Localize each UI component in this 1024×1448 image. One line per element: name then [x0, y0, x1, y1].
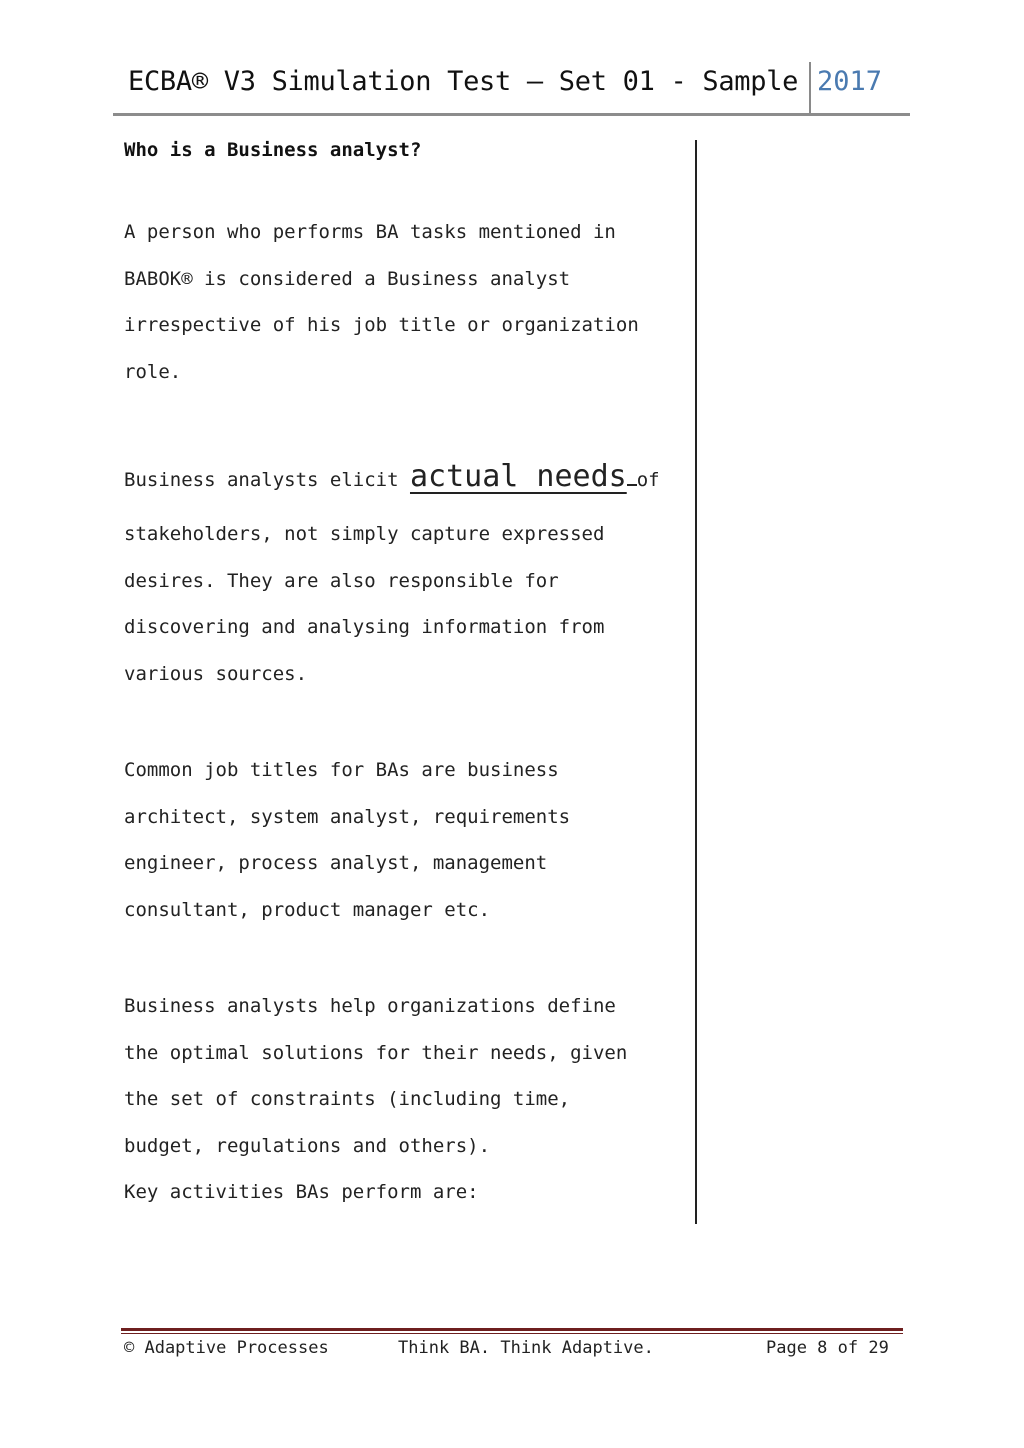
footer-page-number: Page 8 of 29: [766, 1338, 889, 1358]
paragraph-elicit: [124, 511, 604, 698]
header-rule: [113, 113, 910, 116]
text-line: discovering and analysing information from: [124, 616, 605, 639]
footer-rule-thin: [121, 1333, 903, 1334]
column-divider: [695, 140, 697, 1224]
text-run: of: [636, 469, 660, 491]
header-separator: [809, 62, 811, 116]
text-line: irrespective of his job title or organization: [124, 314, 639, 337]
text-run: Business analysts elicit: [124, 469, 410, 491]
footer-tagline: Think BA. Think Adaptive.: [398, 1338, 654, 1358]
text-line: BABOK® is considered a Business analyst: [124, 267, 571, 290]
paragraph-job-titles: [124, 747, 570, 934]
footer-rule: [121, 1328, 903, 1331]
paragraph-elicit-first-line: [124, 452, 660, 505]
text-line: budget, regulations and others).: [124, 1135, 491, 1158]
text-line: consultant, product manager etc.: [124, 899, 491, 922]
text-line: various sources.: [124, 663, 308, 686]
paragraph-solutions: [124, 983, 627, 1170]
text-line: engineer, process analyst, management: [124, 852, 548, 875]
emphasized-text: actual needs: [409, 459, 627, 494]
text-line: Common job titles for BAs are business: [124, 759, 559, 781]
text-line: architect, system analyst, requirements: [124, 805, 571, 828]
text-line: desires. They are also responsible for: [124, 569, 559, 592]
text-line: the set of constraints (including time,: [124, 1088, 571, 1111]
key-activities-line: Key activities BAs perform are:: [124, 1181, 479, 1203]
document-title: ECBA® V3 Simulation Test – Set 01 - Sample: [128, 66, 799, 97]
text-line: A person who performs BA tasks mentioned in: [124, 221, 616, 243]
text-line: Business analysts help organizations define: [124, 995, 616, 1017]
text-line: role.: [124, 361, 182, 384]
document-year: 2017: [817, 66, 883, 97]
underline-extension: [627, 462, 637, 486]
text-line: stakeholders, not simply capture expressed: [124, 523, 605, 545]
footer-copyright: © Adaptive Processes: [124, 1338, 329, 1358]
paragraph-definition: [124, 209, 639, 396]
section-heading: Who is a Business analyst?: [124, 139, 422, 161]
text-line: the optimal solutions for their needs, given: [124, 1041, 628, 1064]
